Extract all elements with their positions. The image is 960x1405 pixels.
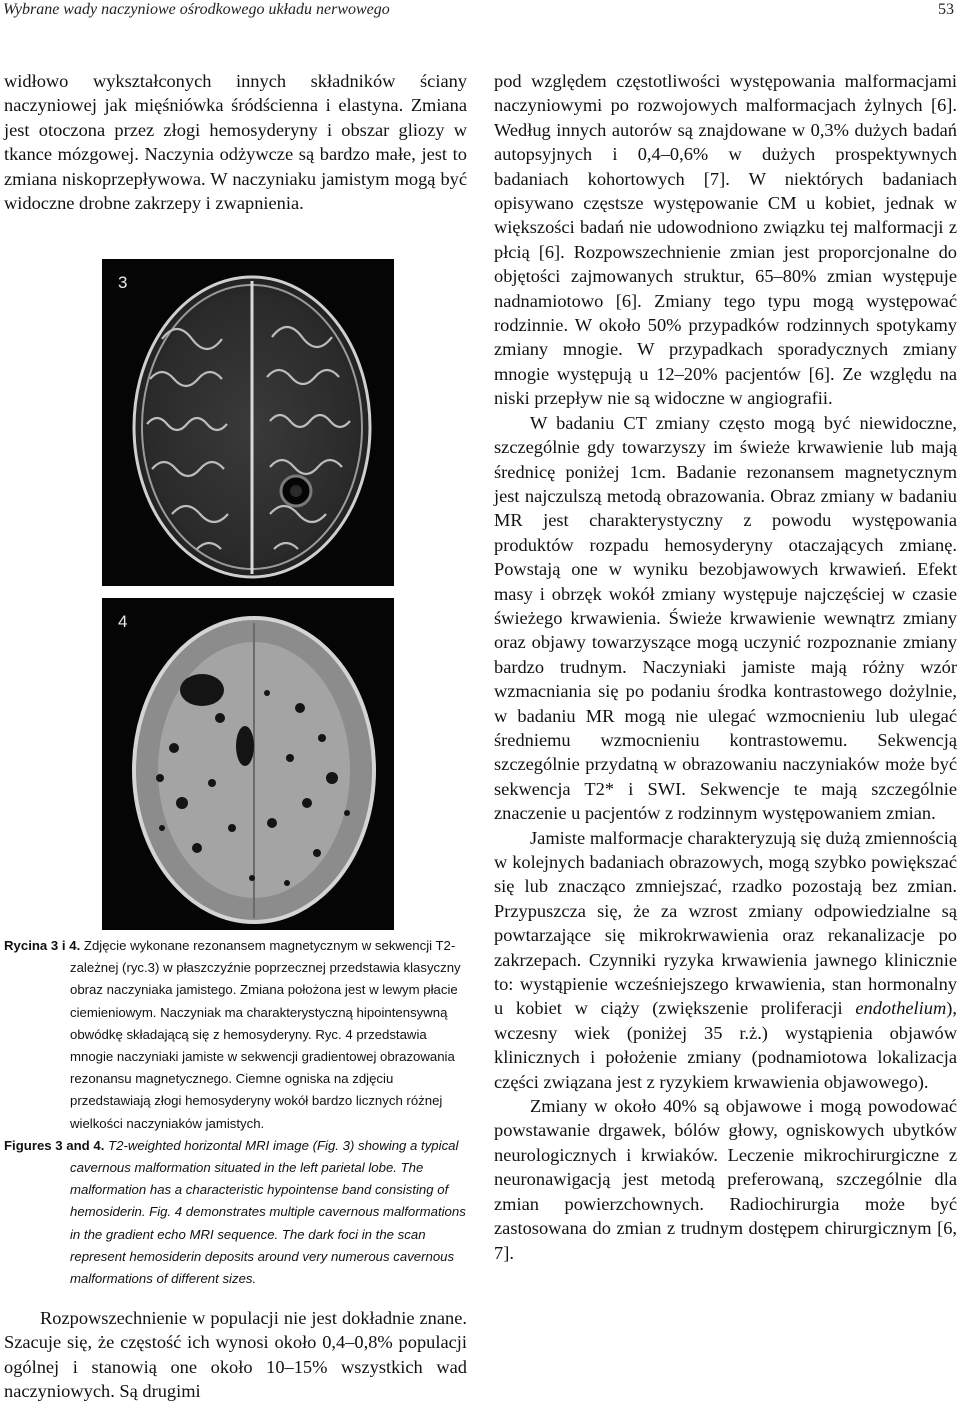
left-column-bottom: [4, 1306, 467, 1404]
right-paragraph-3: [494, 826, 957, 1094]
brain-scan-t2-image: [102, 259, 394, 586]
figure-3-label: 3: [118, 273, 128, 292]
caption-english: [4, 1135, 467, 1290]
figure-3-mri-t2: [102, 259, 394, 586]
left-paragraph-2: Rozpowszechnienie w populacji nie jest dokładnie znane. Szacuje się, że częstość ich wynosi około 0,4–0,8% populacji ogólnej i stanowią one około 10–15% wszystkich wad naczyniowych. Są drugimi: [4, 1308, 467, 1402]
right-paragraph-2: W badaniu CT zmiany często mogą być niewidoczne, szczególnie gdy towarzyszy im świeże krwawienie lub mają średnicę poniżej 1cm. Badanie rezonansem magnetycznym jest najczulszą metodą obrazowania. Obraz zmiany w badaniu MR jest charakterystyczny z powodu występowania produktów rozpadu hemosyderyny otaczających zmianę. Powstają one w wyniku bezobjawowych krwawień. Efekt masy i obrzęk wokół zmiany występuje najczęściej w czasie świeżego krwawienia. Świeże krwawienie wewnątrz zmiany oraz objawy towarzyszące mogą uczynić rozpoznanie zmiany bardzo trudnym. Naczyniaki jamiste mają różny wzór wzmacniania się po podaniu środka kontrastowego dożylnie, w badaniu MR mogą nie ulegać wzmocnieniu lub ulegać średniemu wzmocnieniu kontrastowemu. Sekwencją szczególnie przydatną w obrazowaniu naczyniaków może być sekwencja T2* i SWI. Sekwencje te mają szczególnie znaczenie u pacjentów z rodzinnym występowaniem zmian.: [494, 412, 957, 824]
right-column: [494, 69, 957, 1265]
brain-scan-gradient-echo-image: [102, 598, 394, 930]
caption-english-label: Figures 3 and 4.: [4, 1137, 105, 1153]
caption-polish: [4, 935, 467, 1135]
caption-polish-text: Zdjęcie wykonane rezonansem magnetycznym w sekwencji T2-zależnej (ryc.3) w płaszczyźnie poprzecznej przedstawia klasyczny obraz naczyniaka jamistego. Zmiana położona jest w lewym płacie ciemieniowym. Naczyniak ma charakterystyczną hipointensywną obwódkę składającą się z hemosyderyny. Ryc. 4 przedstawia mnogie naczyniaki jamiste w sekwencji gradientowej obrazowania rezonansu magnetycznego. Ciemne ogniska na zdjęciu przedstawiają złogi hemosyderyny wokół bardzo licznych różnej wielkości naczyniaków jamistych.: [70, 938, 461, 1131]
right-paragraph-4: Zmiany w około 40% są objawowe i mogą powodować powstawanie drgawek, bólów głowy, ogniskowych ubytków neurologicznych i krwiaków. Leczenie mikrochirurgiczne z neuronawigacją jest metodą preferowaną, szczególnie dla zmian powierzchownych. Radiochirurgia może być zastosowana do zmian z trudnym dostępem chirurgicznym [6, 7].: [494, 1096, 957, 1263]
right-paragraph-3-italic: endothelium: [855, 998, 947, 1019]
right-paragraph-3-part-a: Jamiste malformacje charakteryzują się dużą zmiennością w kolejnych badaniach obrazowych, mogą szybko powiększać się lub znacząco zmniejszać, rzadko pozostają bez zmian. Przypuszcza się, że za wzrost zmiany odpowiedzialne są powtarzające się mikrokrwawienia oraz rekanalizacje po zakrzepach. Czynniki ryzyka krwawienia jawnego klinicznie to: wystąpienie wcześniejszego krwawienia, stan hormonalny u kobiet w ciąży (zwiększenie proliferacji: [494, 827, 957, 1019]
right-paragraph-3-part-b: ), wczesny wiek (poniżej 35 r.ż.) wystąpienia objawów klinicznych i położenie zmiany (podnamiotowa lokalizacja części związana jest z ryzykiem krwawienia objawowego).: [494, 998, 957, 1092]
caption-english-text: T2-weighted horizontal MRI image (Fig. 3) showing a typical cavernous malformation situated in the left parietal lobe. The malformation has a characteristic hypointense band consisting of hemosiderin. Fig. 4 demonstrates multiple cavernous malformations in the gradient echo MRI sequence. The dark foci in the scan represent hemosiderin deposits around very numerous cavernous malformations of different sizes.: [70, 1137, 466, 1287]
left-paragraph-1: widłowo wykształconych innych składników ściany naczyniowej jak mięśniówka śródścienna i elastyna. Zmiana jest otoczona przez złogi hemosyderyny i obszar gliozy w tkance mózgowej. Naczynia odżywcze są bardzo małe, jest to zmiana niskoprzepływowa. W naczyniaku jamistym mogą być widoczne drobne zakrzepy i zwapnienia.: [4, 71, 467, 214]
page-number: 53: [938, 1, 954, 18]
figure-caption: [4, 935, 467, 1290]
figure-4-mri-gradient-echo: [102, 598, 394, 930]
running-title: Wybrane wady naczyniowe ośrodkowego układu nerwowego: [3, 1, 390, 18]
caption-polish-label: Rycina 3 i 4.: [4, 938, 81, 953]
figure-4-label: 4: [118, 612, 128, 631]
right-paragraph-1: pod względem częstotliwości występowania malformacjami naczyniowymi po rozwojowych malformacjach żylnych [6]. Według innych autorów są znajdowane w 0,3% dużych badań autopsyjnych i 0,4–0,6% w dużych prospektywnych badaniach kohortowych [7]. W niektórych badaniach opisywano częstsze występowanie CM u kobiet, jednak w większości badań nie udowodniono związku tej malformacji z płcią [6]. Rozpowszechnienie zmian jest proporcjonalne do objętości zajmowanych struktur, 65–80% zmian występuje nadnamiotowo [6]. Zmiany tego typu mogą występować rodzinnie. W około 50% przypadków rodzinnych spotykamy zmiany mnogie. W przypadkach sporadycznych zmiany mnogie występują u 12–20% pacjentów [6]. Ze względu na niski przepływ nie są widoczne w angiografii.: [494, 71, 957, 409]
left-column-top: [4, 69, 467, 215]
